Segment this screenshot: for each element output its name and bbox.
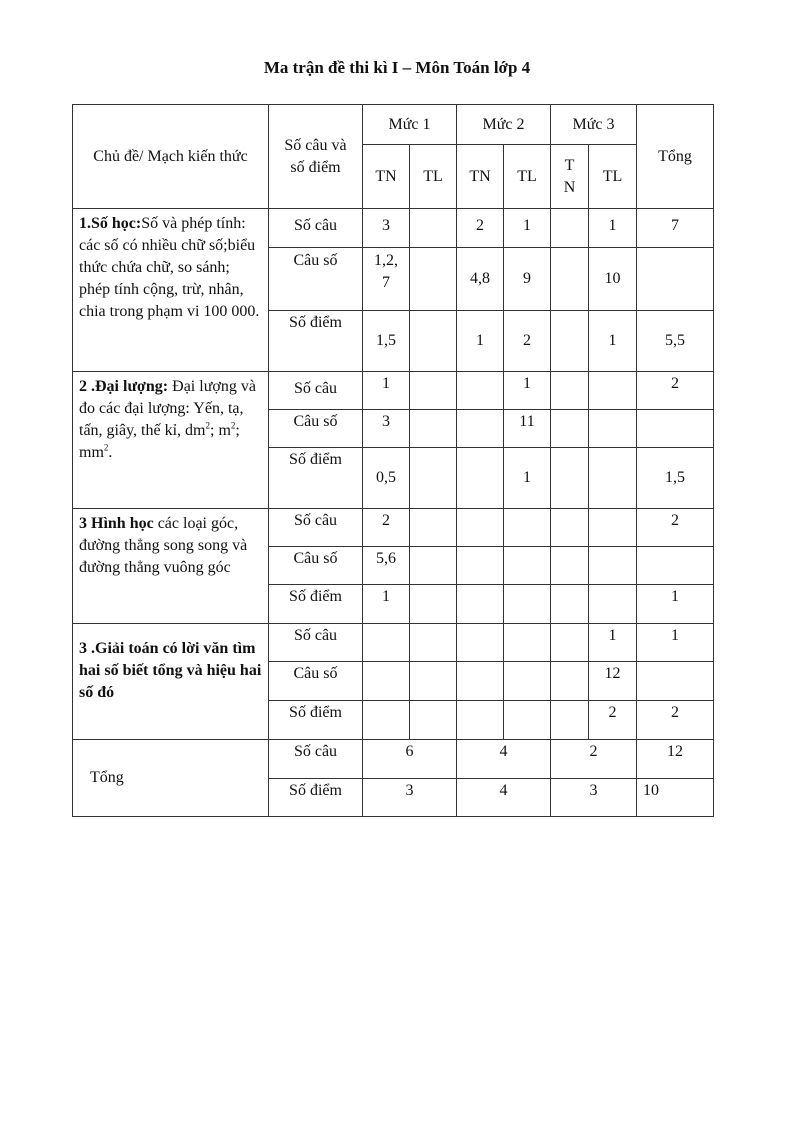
topic-4-kind-count: Số câu bbox=[269, 624, 363, 662]
cell-total: 1 bbox=[637, 624, 714, 662]
cell bbox=[410, 701, 457, 740]
topic-2-label-end: . bbox=[108, 444, 113, 461]
cell bbox=[457, 585, 504, 624]
cell bbox=[410, 248, 457, 311]
cell bbox=[589, 448, 637, 509]
cell bbox=[551, 662, 589, 701]
cell bbox=[589, 547, 637, 585]
cell: 11 bbox=[504, 410, 551, 448]
cell bbox=[551, 410, 589, 448]
cell: 4 bbox=[457, 779, 551, 817]
cell: 1 bbox=[363, 372, 410, 410]
topic-1-label-rest: Số và phép tính: các số có nhiều chữ số;biểu thức chứa chữ, so sánh; phép tính cộng, trừ, nhân, chia trong phạm vi 100 000. bbox=[79, 215, 260, 320]
header-sub-m3-tn-text: T N bbox=[563, 156, 576, 196]
header-kind: Số câu và số điểm bbox=[269, 105, 363, 209]
cell-total bbox=[637, 662, 714, 701]
cell bbox=[551, 448, 589, 509]
header-sub-m1-tl: TL bbox=[410, 145, 457, 209]
topic-3-label-bold: 3 Hình học bbox=[79, 515, 154, 532]
header-level-3: Mức 3 bbox=[551, 105, 637, 145]
cell bbox=[589, 509, 637, 547]
cell bbox=[410, 585, 457, 624]
topic-4-kind-points: Số điểm bbox=[269, 701, 363, 740]
topic-3-kind-count: Số câu bbox=[269, 509, 363, 547]
topic-3-kind-ids: Câu số bbox=[269, 547, 363, 585]
cell: 9 bbox=[504, 248, 551, 311]
cell: 4,8 bbox=[457, 248, 504, 311]
cell bbox=[410, 448, 457, 509]
cell bbox=[504, 701, 551, 740]
cell bbox=[410, 509, 457, 547]
cell: 1 bbox=[457, 311, 504, 372]
topic-2-kind-ids: Câu số bbox=[269, 410, 363, 448]
topic-3-label bbox=[73, 509, 269, 624]
cell-total bbox=[637, 248, 714, 311]
topic-2-label bbox=[73, 372, 269, 509]
cell bbox=[457, 662, 504, 701]
cell: 2 bbox=[504, 311, 551, 372]
cell-total: 2 bbox=[637, 701, 714, 740]
cell: 3 bbox=[363, 209, 410, 248]
cell bbox=[504, 547, 551, 585]
cell bbox=[551, 585, 589, 624]
header-sub-m3-tn bbox=[551, 145, 589, 209]
cell bbox=[410, 209, 457, 248]
cell bbox=[551, 372, 589, 410]
cell-total: 2 bbox=[637, 372, 714, 410]
cell bbox=[410, 662, 457, 701]
cell bbox=[410, 410, 457, 448]
topic-4-label bbox=[73, 624, 269, 740]
cell bbox=[504, 662, 551, 701]
cell bbox=[457, 448, 504, 509]
topic-2-label-bold: 2 .Đại lượng: bbox=[79, 378, 169, 395]
cell: 1 bbox=[589, 624, 637, 662]
topic-2-label-mid: ; m bbox=[210, 422, 231, 439]
topic-2-label-rest: Đại lượng và đo các đại lượng: Yến, tạ, tấn, giây, thế kỉ, dm bbox=[79, 378, 256, 439]
topic-4-label-bold: 3 .Giải toán có lời văn tìm hai số biết tổng và hiệu hai số đó bbox=[79, 640, 262, 701]
cell: 1 bbox=[589, 209, 637, 248]
cell: 12 bbox=[589, 662, 637, 701]
matrix-table bbox=[72, 104, 714, 817]
cell bbox=[589, 372, 637, 410]
header-level-1: Mức 1 bbox=[363, 105, 457, 145]
cell-total: 2 bbox=[637, 509, 714, 547]
sup: 2 bbox=[103, 442, 109, 453]
totals-kind-points: Số điểm bbox=[269, 779, 363, 817]
cell bbox=[551, 509, 589, 547]
header-topic: Chủ đề/ Mạch kiến thức bbox=[73, 105, 269, 209]
topic-4-kind-ids: Câu số bbox=[269, 662, 363, 701]
cell bbox=[589, 410, 637, 448]
cell bbox=[457, 547, 504, 585]
cell bbox=[457, 509, 504, 547]
cell: 4 bbox=[457, 740, 551, 779]
cell: 6 bbox=[363, 740, 457, 779]
topic-1-label bbox=[73, 209, 269, 372]
topic-1-label-bold: 1.Số học: bbox=[79, 215, 142, 232]
cell bbox=[551, 701, 589, 740]
cell: 1 bbox=[363, 585, 410, 624]
totals-label: Tổng bbox=[73, 740, 269, 817]
cell: 1 bbox=[504, 209, 551, 248]
header-sub-m2-tl: TL bbox=[504, 145, 551, 209]
topic-1-kind-count: Số câu bbox=[269, 209, 363, 248]
cell: 5,6 bbox=[363, 547, 410, 585]
topic-2-label-mid2: ; mm bbox=[79, 422, 240, 461]
cell bbox=[457, 410, 504, 448]
cell: 3 bbox=[363, 779, 457, 817]
page-title: Ma trận đề thi kì I – Môn Toán lớp 4 bbox=[263, 58, 531, 77]
topic-1-kind-points: Số điểm bbox=[269, 311, 363, 372]
cell bbox=[410, 624, 457, 662]
cell bbox=[504, 624, 551, 662]
cell bbox=[551, 624, 589, 662]
header-level-2: Mức 2 bbox=[457, 105, 551, 145]
header-sub-m1-tn: TN bbox=[363, 145, 410, 209]
topic-2-kind-count: Số câu bbox=[269, 372, 363, 410]
cell bbox=[363, 701, 410, 740]
sup: 2 bbox=[205, 420, 210, 431]
cell: 1 bbox=[504, 372, 551, 410]
cell-total bbox=[637, 410, 714, 448]
cell bbox=[551, 547, 589, 585]
cell bbox=[457, 701, 504, 740]
cell bbox=[504, 509, 551, 547]
sup: 2 bbox=[230, 420, 236, 431]
cell bbox=[410, 547, 457, 585]
cell-total: 1,5 bbox=[637, 448, 714, 509]
cell: 3 bbox=[551, 779, 637, 817]
header-sub-m3-tl: TL bbox=[589, 145, 637, 209]
header-sub-m2-tn: TN bbox=[457, 145, 504, 209]
cell bbox=[457, 372, 504, 410]
cell: 2 bbox=[457, 209, 504, 248]
cell bbox=[410, 311, 457, 372]
cell: 2 bbox=[589, 701, 637, 740]
cell: 1,5 bbox=[363, 311, 410, 372]
cell-total: 10 bbox=[637, 779, 714, 817]
cell bbox=[589, 585, 637, 624]
cell: 10 bbox=[589, 248, 637, 311]
cell: 1 bbox=[589, 311, 637, 372]
topic-2-kind-points: Số điểm bbox=[269, 448, 363, 509]
cell: 0,5 bbox=[363, 448, 410, 509]
cell bbox=[410, 372, 457, 410]
cell: 3 bbox=[363, 410, 410, 448]
topic-3-label-rest: các loại góc, đường thẳng song song và đường thẳng vuông góc bbox=[79, 515, 248, 576]
topic-1-kind-ids: Câu số bbox=[269, 248, 363, 311]
cell bbox=[504, 585, 551, 624]
cell bbox=[551, 311, 589, 372]
cell-total: 1 bbox=[637, 585, 714, 624]
cell bbox=[363, 662, 410, 701]
cell-total: 12 bbox=[637, 740, 714, 779]
cell: 2 bbox=[551, 740, 637, 779]
cell-total bbox=[637, 547, 714, 585]
cell bbox=[457, 624, 504, 662]
cell bbox=[551, 209, 589, 248]
cell: 1,2, 7 bbox=[363, 248, 410, 311]
cell bbox=[363, 624, 410, 662]
cell-total: 5,5 bbox=[637, 311, 714, 372]
cell bbox=[551, 248, 589, 311]
cell-total: 7 bbox=[637, 209, 714, 248]
totals-kind-count: Số câu bbox=[269, 740, 363, 779]
cell: 1 bbox=[504, 448, 551, 509]
header-total: Tổng bbox=[637, 105, 714, 209]
topic-3-kind-points: Số điểm bbox=[269, 585, 363, 624]
cell: 2 bbox=[363, 509, 410, 547]
